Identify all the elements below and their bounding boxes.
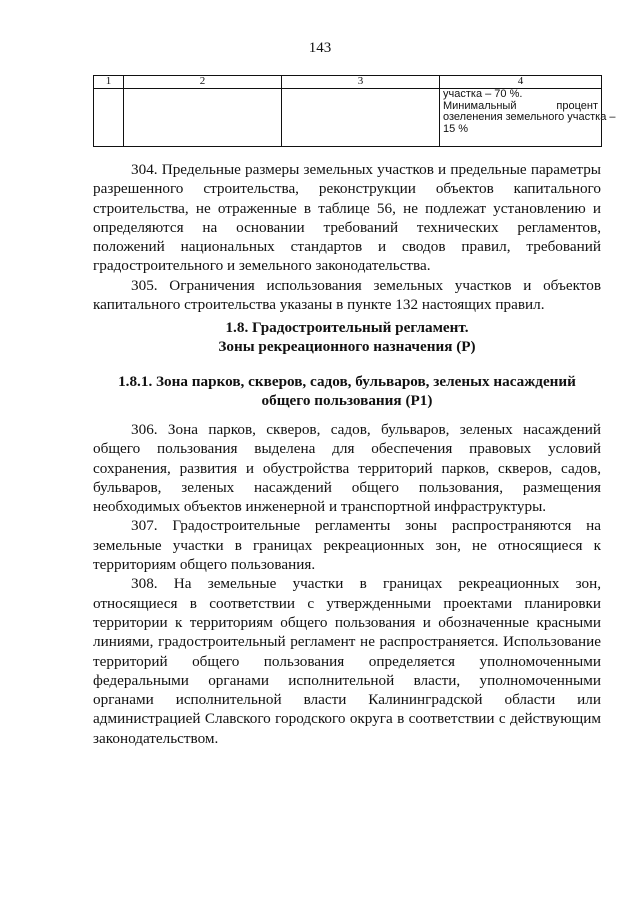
section-heading-line: Зоны рекреационного назначения (Р) [218, 338, 476, 356]
table-header-row [94, 76, 602, 89]
paragraph-308: 308. На земельные участки в границах рекреационных зон, относящиеся в соответствии с утвержденными проектами планировки территории к территориям общего пользования и обозначенные красными линиями, градостроительный регламент не распространяется. Использование территорий общего пользования определяется уполномоченными федеральными органами исполнительной власти, уполномоченными органами исполнительной власти Калининградской области или администрацией Славского городского округа в соответствии с действующим законодательством. [93, 575, 601, 747]
section-heading [93, 318, 601, 357]
table-cell-word: Минимальный [443, 99, 517, 112]
table-row [94, 89, 602, 147]
paragraph-307: 307. Градостроительные регламенты зоны распространяются на земельные участки в границах рекреационных зон, не относящиеся к территориям общего пользования. [93, 517, 601, 574]
paragraph-304: 304. Предельные размеры земельных участков и предельные параметры разрешенного строительства, реконструкции объектов капитального строительства, не отраженные в таблице 56, не подлежат установлению и определяются на основании требований технических регламентов, положений национальных стандартов и сводов правил, требований градостроительного и земельного законодательства. [93, 161, 601, 275]
continuation-table [93, 75, 616, 147]
section-heading-line: 1.8. Градостроительный регламент. [225, 319, 469, 336]
table-cell-word: процент [556, 99, 598, 112]
paragraph-305: 305. Ограничения использования земельных участков и объектов капитального строительства указаны в пункте 132 настоящих правил. [93, 276, 601, 314]
subsection-heading [93, 372, 601, 411]
table-header-cell: 1 [94, 76, 124, 89]
body-text-lower [93, 420, 601, 748]
paragraph-306: 306. Зона парков, скверов, садов, бульваров, зеленых насаждений общего пользования выделена для обеспечения правовых условий сохранения, развития и обустройства территорий парков, скверов, садов, бульваров, зеленых насаждений общего пользования, размещения необходимых объектов инженерной и транспортной инфраструктуры. [93, 421, 601, 516]
table-cell-requirements [440, 88, 616, 147]
page-number: 143 [308, 40, 332, 56]
table-cell-line: озеленения земельного участка – [443, 111, 616, 124]
table-cell-line: участка – 70 %. [443, 88, 523, 100]
subsection-heading-line: 1.8.1. Зона парков, скверов, садов, бульваров, зеленых насаждений [118, 373, 576, 390]
table-header-cell: 4 [440, 76, 602, 89]
table-cell-line: 15 % [443, 122, 469, 135]
table-cell-empty [124, 89, 282, 147]
table-header-cell: 3 [282, 76, 440, 89]
table-cell-empty [94, 89, 124, 147]
table-cell-empty [282, 89, 440, 147]
table-header-cell: 2 [124, 76, 282, 89]
subsection-heading-line: общего пользования (Р1) [261, 392, 433, 410]
body-text-upper [93, 160, 601, 314]
